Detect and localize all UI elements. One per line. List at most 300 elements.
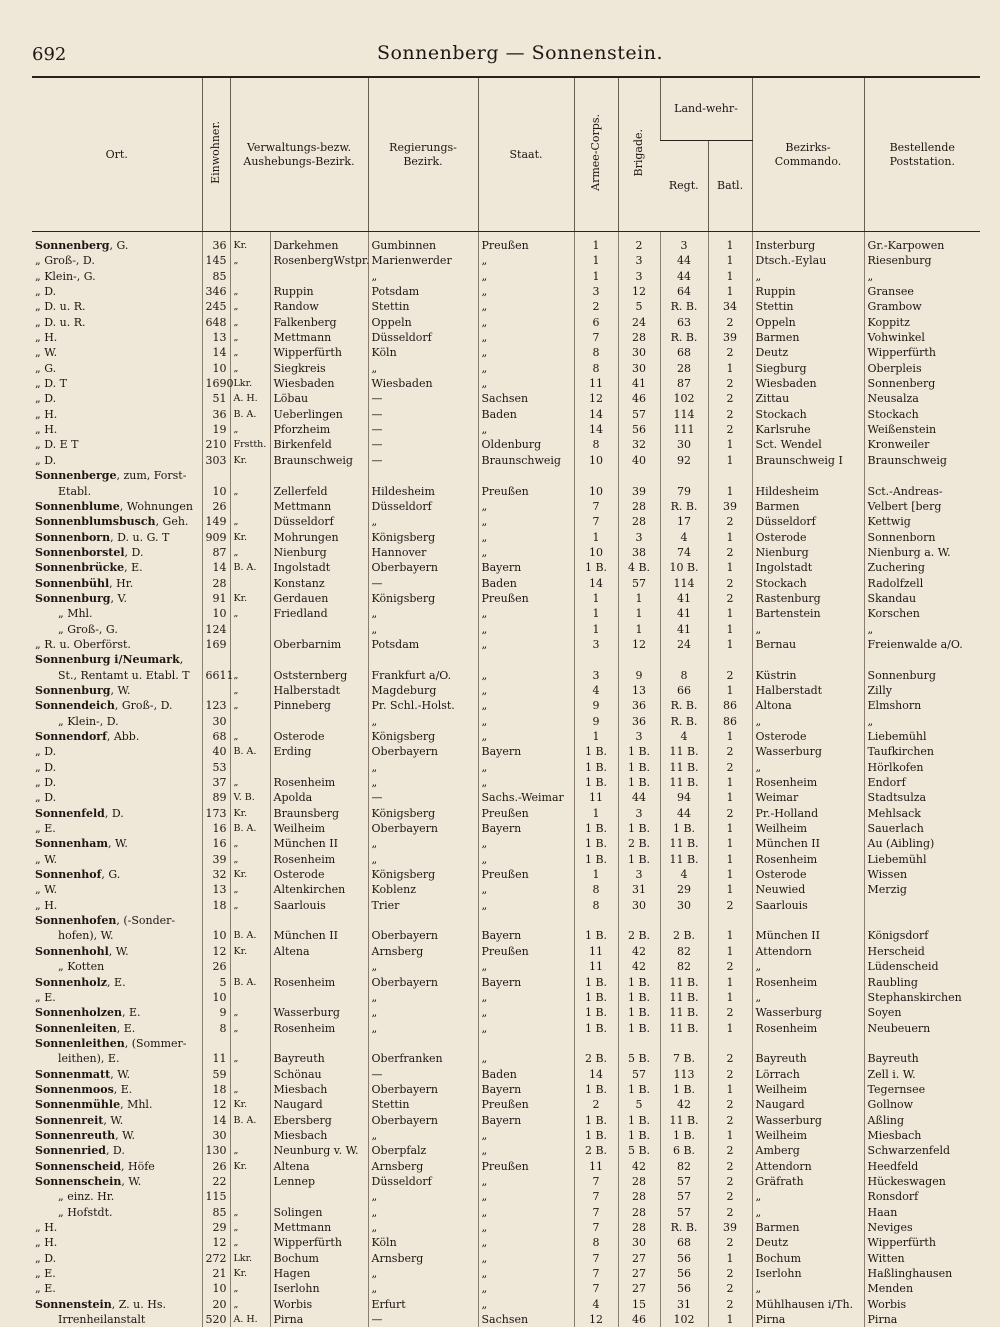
cell-bataillon: 1 bbox=[708, 484, 752, 499]
cell-verwaltung-kind: Frstth. bbox=[230, 437, 270, 452]
cell-poststation: Au (Aibling) bbox=[864, 836, 980, 851]
cell-brigade: 1 B. bbox=[618, 775, 660, 790]
cell-bataillon: 1 bbox=[708, 622, 752, 637]
cell-einwohner: 91 bbox=[202, 591, 230, 606]
table-row bbox=[32, 576, 980, 591]
table-row bbox=[32, 1159, 980, 1174]
cell-ort bbox=[32, 1082, 202, 1097]
cell-regierungsbezirk: Köln bbox=[368, 345, 478, 360]
cell-brigade: 28 bbox=[618, 330, 660, 345]
cell-regierungsbezirk: Königsberg bbox=[368, 806, 478, 821]
cell-verwaltung-bezirk: München II bbox=[270, 928, 368, 943]
cell-regierungsbezirk: Königsberg bbox=[368, 530, 478, 545]
cell-verwaltung-bezirk bbox=[270, 468, 368, 483]
cell-bezirkscommando: Stockach bbox=[752, 407, 864, 422]
table-row bbox=[32, 775, 980, 790]
place-name: Sonnenholzen bbox=[35, 1006, 122, 1019]
cell-bezirkscommando: Siegburg bbox=[752, 361, 864, 376]
cell-armee-corps: 11 bbox=[574, 1159, 618, 1174]
cell-poststation: Tegernsee bbox=[864, 1082, 980, 1097]
place-name: Sonnendorf bbox=[35, 730, 107, 743]
cell-verwaltung-bezirk: Mettmann bbox=[270, 330, 368, 345]
place-name: Sonnenberg bbox=[35, 239, 109, 252]
cell-verwaltung-bezirk: Solingen bbox=[270, 1205, 368, 1220]
cell-verwaltung-kind: „ bbox=[230, 253, 270, 268]
cell-einwohner: 12 bbox=[202, 944, 230, 959]
cell-bezirkscommando: „ bbox=[752, 714, 864, 729]
table-row bbox=[32, 683, 980, 698]
cell-einwohner bbox=[202, 652, 230, 667]
cell-verwaltung-bezirk bbox=[270, 959, 368, 974]
place-detail: , G. bbox=[101, 868, 120, 881]
cell-verwaltung-kind: „ bbox=[230, 361, 270, 376]
cell-regierungsbezirk: — bbox=[368, 1312, 478, 1327]
cell-armee-corps: 14 bbox=[574, 1067, 618, 1082]
cell-staat: Bayern bbox=[478, 928, 574, 943]
place-detail: , Groß-, D. bbox=[115, 699, 173, 712]
cell-regierungsbezirk: „ bbox=[368, 775, 478, 790]
table-row bbox=[32, 1128, 980, 1143]
cell-staat: „ bbox=[478, 1220, 574, 1235]
cell-poststation: Sauerlach bbox=[864, 821, 980, 836]
cell-einwohner: 26 bbox=[202, 959, 230, 974]
table-row bbox=[32, 1220, 980, 1235]
cell-regiment: 11 B. bbox=[660, 852, 708, 867]
cell-brigade: 12 bbox=[618, 284, 660, 299]
cell-ort bbox=[32, 253, 202, 268]
cell-brigade: 57 bbox=[618, 576, 660, 591]
cell-ort bbox=[32, 637, 202, 652]
cell-staat: „ bbox=[478, 361, 574, 376]
cell-armee-corps: 4 bbox=[574, 683, 618, 698]
cell-brigade: 40 bbox=[618, 453, 660, 468]
cell-verwaltung-bezirk: Gerdauen bbox=[270, 591, 368, 606]
cell-bezirkscommando: Hildesheim bbox=[752, 484, 864, 499]
cell-ort bbox=[32, 714, 202, 729]
cell-regiment: 4 bbox=[660, 530, 708, 545]
cell-einwohner: 123 bbox=[202, 698, 230, 713]
cell-bezirkscommando: Rosenheim bbox=[752, 775, 864, 790]
cell-ort bbox=[32, 576, 202, 591]
cell-bezirkscommando: Barmen bbox=[752, 499, 864, 514]
place-detail: , W. bbox=[110, 1068, 130, 1081]
cell-bataillon: 1 bbox=[708, 1251, 752, 1266]
table-row bbox=[32, 959, 980, 974]
gazetteer-table bbox=[32, 78, 980, 1327]
cell-einwohner: 40 bbox=[202, 744, 230, 759]
cell-armee-corps: 7 bbox=[574, 1189, 618, 1204]
cell-bezirkscommando: Bochum bbox=[752, 1251, 864, 1266]
place-detail: „ einz. Hr. bbox=[58, 1190, 114, 1203]
cell-ort bbox=[32, 1067, 202, 1082]
cell-poststation: Heedfeld bbox=[864, 1159, 980, 1174]
cell-verwaltung-kind: B. A. bbox=[230, 1113, 270, 1128]
place-detail: , W. bbox=[121, 1175, 141, 1188]
place-name: Sonnenmatt bbox=[35, 1068, 110, 1081]
cell-bezirkscommando: Stockach bbox=[752, 576, 864, 591]
cell-armee-corps: 10 bbox=[574, 453, 618, 468]
cell-bataillon: 1 bbox=[708, 928, 752, 943]
cell-poststation: Wipperfürth bbox=[864, 1235, 980, 1250]
cell-brigade: 28 bbox=[618, 499, 660, 514]
cell-verwaltung-bezirk: Lennep bbox=[270, 1174, 368, 1189]
cell-ort bbox=[32, 530, 202, 545]
cell-einwohner: 169 bbox=[202, 637, 230, 652]
cell-verwaltung-kind: B. A. bbox=[230, 407, 270, 422]
cell-verwaltung-kind bbox=[230, 1174, 270, 1189]
cell-verwaltung-kind: „ bbox=[230, 330, 270, 345]
cell-bataillon: 1 bbox=[708, 637, 752, 652]
cell-armee-corps: 7 bbox=[574, 1220, 618, 1235]
place-name: Sonnenleiten bbox=[35, 1022, 117, 1035]
cell-verwaltung-kind bbox=[230, 652, 270, 667]
cell-ort bbox=[32, 622, 202, 637]
place-detail: „ Klein-, G. bbox=[35, 270, 96, 283]
place-detail: , D. bbox=[106, 1144, 125, 1157]
cell-armee-corps: 11 bbox=[574, 376, 618, 391]
cell-regierungsbezirk: „ bbox=[368, 1128, 478, 1143]
cell-armee-corps: 12 bbox=[574, 391, 618, 406]
cell-ort bbox=[32, 683, 202, 698]
table-row bbox=[32, 836, 980, 851]
cell-bataillon: 2 bbox=[708, 591, 752, 606]
cell-verwaltung-kind: „ bbox=[230, 882, 270, 897]
cell-verwaltung-kind: B. A. bbox=[230, 975, 270, 990]
cell-bataillon bbox=[708, 652, 752, 667]
cell-regiment bbox=[660, 913, 708, 928]
cell-verwaltung-kind bbox=[230, 269, 270, 284]
col-header-brigade: Brigade. bbox=[618, 78, 660, 232]
cell-bezirkscommando: Wasserburg bbox=[752, 1113, 864, 1128]
place-detail: „ H. bbox=[35, 331, 57, 344]
cell-bezirkscommando: Lörrach bbox=[752, 1067, 864, 1082]
cell-poststation: Menden bbox=[864, 1281, 980, 1296]
cell-staat: „ bbox=[478, 1205, 574, 1220]
cell-verwaltung-bezirk: Rosenheim bbox=[270, 775, 368, 790]
place-detail: „ H. bbox=[35, 1221, 57, 1234]
cell-bezirkscommando: Wasserburg bbox=[752, 1005, 864, 1020]
cell-staat bbox=[478, 913, 574, 928]
table-row bbox=[32, 944, 980, 959]
cell-regierungsbezirk: Potsdam bbox=[368, 284, 478, 299]
cell-bezirkscommando: Bayreuth bbox=[752, 1051, 864, 1066]
cell-verwaltung-kind bbox=[230, 913, 270, 928]
table-row bbox=[32, 698, 980, 713]
cell-bataillon bbox=[708, 468, 752, 483]
cell-bataillon: 1 bbox=[708, 775, 752, 790]
col-header-bezirks: Bezirks-Commando. bbox=[752, 78, 864, 232]
cell-staat: Bayern bbox=[478, 744, 574, 759]
table-row bbox=[32, 330, 980, 345]
cell-brigade: 2 bbox=[618, 232, 660, 254]
cell-bataillon: 2 bbox=[708, 1005, 752, 1020]
cell-regierungsbezirk: „ bbox=[368, 836, 478, 851]
place-detail: „ W. bbox=[35, 883, 57, 896]
cell-regierungsbezirk: „ bbox=[368, 1021, 478, 1036]
cell-einwohner: 21 bbox=[202, 1266, 230, 1281]
cell-regiment: 11 B. bbox=[660, 760, 708, 775]
cell-einwohner: 85 bbox=[202, 1205, 230, 1220]
cell-bezirkscommando: Deutz bbox=[752, 1235, 864, 1250]
cell-bataillon: 86 bbox=[708, 698, 752, 713]
cell-ort bbox=[32, 1097, 202, 1112]
cell-ort bbox=[32, 1312, 202, 1327]
cell-poststation: Aßling bbox=[864, 1113, 980, 1128]
cell-armee-corps: 2 bbox=[574, 1097, 618, 1112]
cell-ort bbox=[32, 299, 202, 314]
cell-brigade: 32 bbox=[618, 437, 660, 452]
place-detail: , W. bbox=[110, 684, 130, 697]
table-row bbox=[32, 1051, 980, 1066]
cell-verwaltung-kind: „ bbox=[230, 514, 270, 529]
cell-poststation: Taufkirchen bbox=[864, 744, 980, 759]
cell-bataillon: 2 bbox=[708, 1266, 752, 1281]
table-row bbox=[32, 376, 980, 391]
cell-ort bbox=[32, 1205, 202, 1220]
place-detail: , Abb. bbox=[107, 730, 140, 743]
cell-verwaltung-bezirk: Miesbach bbox=[270, 1128, 368, 1143]
cell-armee-corps: 1 bbox=[574, 867, 618, 882]
cell-verwaltung-bezirk: Bayreuth bbox=[270, 1051, 368, 1066]
cell-staat: „ bbox=[478, 1266, 574, 1281]
cell-regierungsbezirk: „ bbox=[368, 1189, 478, 1204]
cell-verwaltung-bezirk: Darkehmen bbox=[270, 232, 368, 254]
table-row bbox=[32, 1251, 980, 1266]
table-body bbox=[32, 232, 980, 1327]
cell-regiment: 4 bbox=[660, 867, 708, 882]
cell-regiment: 11 B. bbox=[660, 775, 708, 790]
cell-poststation: Zilly bbox=[864, 683, 980, 698]
cell-bataillon: 1 bbox=[708, 1082, 752, 1097]
cell-regierungsbezirk bbox=[368, 468, 478, 483]
cell-ort bbox=[32, 806, 202, 821]
cell-bezirkscommando: „ bbox=[752, 990, 864, 1005]
cell-bataillon bbox=[708, 913, 752, 928]
cell-ort bbox=[32, 990, 202, 1005]
table-row bbox=[32, 232, 980, 254]
table-row bbox=[32, 882, 980, 897]
cell-regiment: R. B. bbox=[660, 698, 708, 713]
cell-bezirkscommando: Osterode bbox=[752, 867, 864, 882]
cell-brigade: 1 B. bbox=[618, 1082, 660, 1097]
cell-bezirkscommando: Naugard bbox=[752, 1097, 864, 1112]
cell-verwaltung-bezirk: RosenbergWstpr. bbox=[270, 253, 368, 268]
cell-brigade: 42 bbox=[618, 1159, 660, 1174]
cell-staat: Preußen bbox=[478, 1097, 574, 1112]
cell-bezirkscommando bbox=[752, 1036, 864, 1051]
cell-verwaltung-bezirk: Naugard bbox=[270, 1097, 368, 1112]
cell-bataillon: 1 bbox=[708, 1021, 752, 1036]
cell-einwohner bbox=[202, 468, 230, 483]
place-detail: , E. bbox=[124, 561, 143, 574]
cell-bezirkscommando: München II bbox=[752, 836, 864, 851]
cell-armee-corps: 12 bbox=[574, 1312, 618, 1327]
place-detail: „ D. bbox=[35, 285, 56, 298]
cell-staat: „ bbox=[478, 729, 574, 744]
col-header-batl: Batl. bbox=[708, 141, 752, 232]
cell-ort bbox=[32, 361, 202, 376]
cell-regierungsbezirk: Stettin bbox=[368, 299, 478, 314]
place-detail: „ Kotten bbox=[58, 960, 104, 973]
cell-verwaltung-kind: „ bbox=[230, 683, 270, 698]
cell-staat: „ bbox=[478, 514, 574, 529]
cell-verwaltung-kind: B. A. bbox=[230, 928, 270, 943]
cell-einwohner: 32 bbox=[202, 867, 230, 882]
cell-staat: „ bbox=[478, 1143, 574, 1158]
table-row bbox=[32, 269, 980, 284]
cell-regiment: 102 bbox=[660, 391, 708, 406]
cell-ort bbox=[32, 913, 202, 928]
cell-regiment bbox=[660, 1036, 708, 1051]
cell-verwaltung-bezirk: Mettmann bbox=[270, 499, 368, 514]
cell-bezirkscommando: Rosenheim bbox=[752, 1021, 864, 1036]
table-row bbox=[32, 1312, 980, 1327]
table-row bbox=[32, 806, 980, 821]
cell-verwaltung-kind: Kr. bbox=[230, 232, 270, 254]
cell-regiment: 1 B. bbox=[660, 821, 708, 836]
cell-armee-corps: 7 bbox=[574, 1281, 618, 1296]
cell-bataillon: 1 bbox=[708, 975, 752, 990]
place-detail: , E. bbox=[107, 976, 126, 989]
cell-bataillon: 39 bbox=[708, 499, 752, 514]
cell-staat: „ bbox=[478, 959, 574, 974]
cell-regierungsbezirk: „ bbox=[368, 622, 478, 637]
cell-regiment: 82 bbox=[660, 944, 708, 959]
cell-verwaltung-kind bbox=[230, 1128, 270, 1143]
cell-poststation: Neviges bbox=[864, 1220, 980, 1235]
cell-brigade: 1 B. bbox=[618, 975, 660, 990]
cell-poststation: Raubling bbox=[864, 975, 980, 990]
cell-staat: „ bbox=[478, 253, 574, 268]
cell-staat: „ bbox=[478, 1189, 574, 1204]
cell-armee-corps: 1 bbox=[574, 232, 618, 254]
cell-regiment: R. B. bbox=[660, 330, 708, 345]
cell-staat: „ bbox=[478, 530, 574, 545]
cell-poststation: Elmshorn bbox=[864, 698, 980, 713]
cell-bataillon: 2 bbox=[708, 407, 752, 422]
cell-armee-corps: 1 B. bbox=[574, 1128, 618, 1143]
cell-brigade: 42 bbox=[618, 959, 660, 974]
cell-brigade: 27 bbox=[618, 1281, 660, 1296]
cell-bezirkscommando: Weimar bbox=[752, 790, 864, 805]
cell-bataillon: 2 bbox=[708, 1174, 752, 1189]
cell-einwohner: 20 bbox=[202, 1297, 230, 1312]
cell-einwohner: 16 bbox=[202, 836, 230, 851]
table-row bbox=[32, 1113, 980, 1128]
cell-staat: „ bbox=[478, 622, 574, 637]
cell-bezirkscommando: Barmen bbox=[752, 330, 864, 345]
cell-verwaltung-bezirk: Nienburg bbox=[270, 545, 368, 560]
cell-verwaltung-bezirk: Ebersberg bbox=[270, 1113, 368, 1128]
cell-ort bbox=[32, 882, 202, 897]
place-detail: „ W. bbox=[35, 346, 57, 359]
cell-bezirkscommando: Rosenheim bbox=[752, 975, 864, 990]
cell-staat: „ bbox=[478, 714, 574, 729]
table-row bbox=[32, 1266, 980, 1281]
col-header-verwaltung: Verwaltungs-bezw. Aushebungs-Bezirk. bbox=[230, 78, 368, 232]
cell-einwohner: 29 bbox=[202, 1220, 230, 1235]
cell-verwaltung-bezirk: Ingolstadt bbox=[270, 560, 368, 575]
cell-regierungsbezirk: „ bbox=[368, 269, 478, 284]
cell-ort bbox=[32, 1266, 202, 1281]
cell-ort bbox=[32, 760, 202, 775]
cell-armee-corps: 3 bbox=[574, 284, 618, 299]
cell-bataillon: 1 bbox=[708, 882, 752, 897]
cell-verwaltung-kind: „ bbox=[230, 1281, 270, 1296]
cell-verwaltung-kind bbox=[230, 622, 270, 637]
cell-bataillon: 2 bbox=[708, 898, 752, 913]
cell-einwohner: 648 bbox=[202, 315, 230, 330]
cell-ort bbox=[32, 1235, 202, 1250]
place-detail: „ Hofstdt. bbox=[58, 1206, 113, 1219]
cell-regierungsbezirk: Oberbayern bbox=[368, 975, 478, 990]
cell-verwaltung-kind bbox=[230, 990, 270, 1005]
cell-staat: Preußen bbox=[478, 867, 574, 882]
table-row bbox=[32, 652, 980, 667]
cell-poststation: Stadtsulza bbox=[864, 790, 980, 805]
cell-verwaltung-bezirk: Düsseldorf bbox=[270, 514, 368, 529]
cell-bezirkscommando: Ruppin bbox=[752, 284, 864, 299]
cell-regiment: 74 bbox=[660, 545, 708, 560]
place-detail: leithen), E. bbox=[58, 1052, 119, 1065]
cell-poststation: Vohwinkel bbox=[864, 330, 980, 345]
cell-armee-corps: 8 bbox=[574, 437, 618, 452]
cell-poststation: Gransee bbox=[864, 284, 980, 299]
table-row bbox=[32, 760, 980, 775]
table-row bbox=[32, 913, 980, 928]
place-detail: „ D. E T bbox=[35, 438, 78, 451]
cell-verwaltung-bezirk: Randow bbox=[270, 299, 368, 314]
cell-bezirkscommando: Wiesbaden bbox=[752, 376, 864, 391]
cell-bataillon: 2 bbox=[708, 422, 752, 437]
cell-einwohner: 39 bbox=[202, 852, 230, 867]
cell-einwohner: 37 bbox=[202, 775, 230, 790]
cell-brigade: 41 bbox=[618, 376, 660, 391]
cell-einwohner: 36 bbox=[202, 232, 230, 254]
cell-ort bbox=[32, 1297, 202, 1312]
cell-verwaltung-kind: „ bbox=[230, 1235, 270, 1250]
cell-verwaltung-bezirk: Pirna bbox=[270, 1312, 368, 1327]
cell-regiment: 102 bbox=[660, 1312, 708, 1327]
cell-bataillon: 1 bbox=[708, 437, 752, 452]
cell-ort bbox=[32, 376, 202, 391]
cell-verwaltung-kind: „ bbox=[230, 545, 270, 560]
cell-einwohner: 51 bbox=[202, 391, 230, 406]
cell-verwaltung-kind: „ bbox=[230, 1051, 270, 1066]
cell-verwaltung-bezirk: Wiesbaden bbox=[270, 376, 368, 391]
place-detail: „ D. bbox=[35, 745, 56, 758]
place-name: Sonnenburg bbox=[35, 684, 110, 697]
table-row bbox=[32, 499, 980, 514]
cell-staat: Sachs.-Weimar bbox=[478, 790, 574, 805]
cell-regiment bbox=[660, 652, 708, 667]
cell-poststation: Radolfzell bbox=[864, 576, 980, 591]
cell-poststation: Sonnenborn bbox=[864, 530, 980, 545]
place-name: Sonnendeich bbox=[35, 699, 115, 712]
cell-poststation: Kettwig bbox=[864, 514, 980, 529]
cell-bezirkscommando: Düsseldorf bbox=[752, 514, 864, 529]
place-detail: „ E. bbox=[35, 991, 56, 1004]
cell-bezirkscommando: „ bbox=[752, 622, 864, 637]
cell-poststation: Kronweiler bbox=[864, 437, 980, 452]
cell-brigade: 5 B. bbox=[618, 1051, 660, 1066]
cell-einwohner: 173 bbox=[202, 806, 230, 821]
cell-verwaltung-bezirk: Wipperfürth bbox=[270, 1235, 368, 1250]
table-row bbox=[32, 790, 980, 805]
place-detail: „ D. bbox=[35, 776, 56, 789]
cell-einwohner: 30 bbox=[202, 1128, 230, 1143]
place-detail: „ D. u. R. bbox=[35, 316, 85, 329]
